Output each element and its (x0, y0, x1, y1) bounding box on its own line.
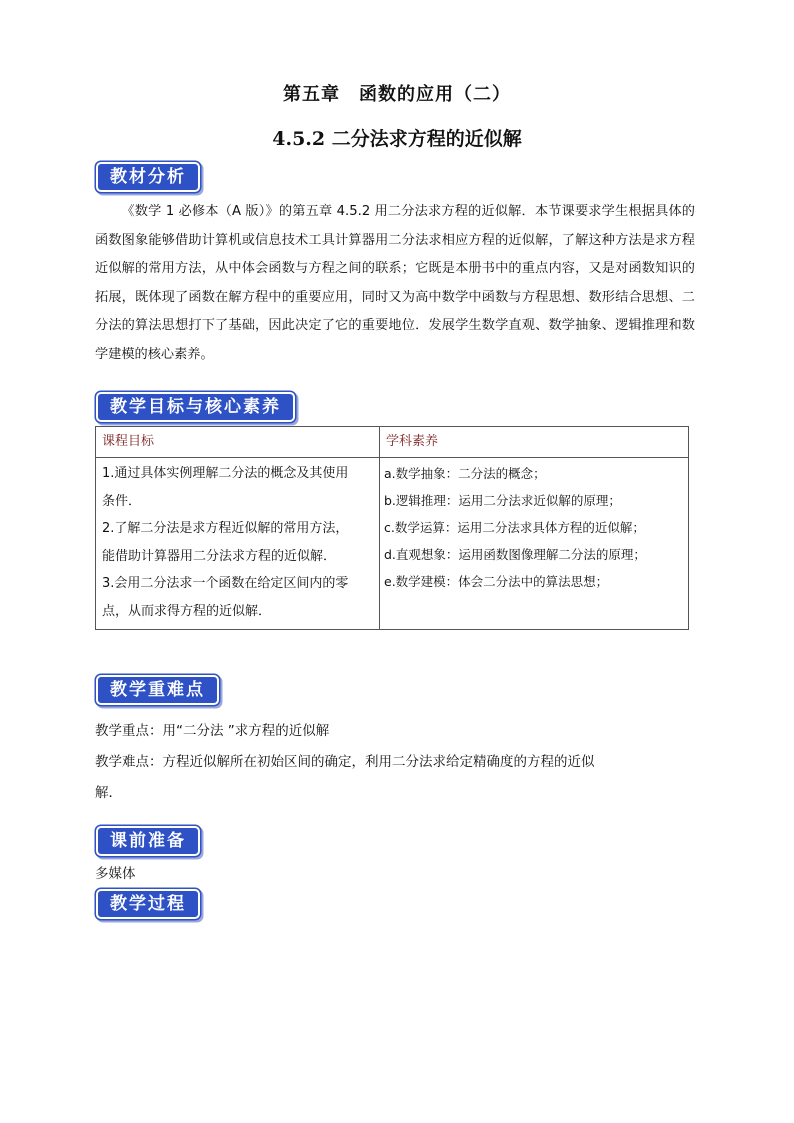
section-badge-process: 教学过程 (96, 889, 200, 919)
competency-item: d.直观想象：运用函数图像理解二分法的原理； (384, 547, 646, 562)
goals-header-right: 学科素养 (380, 427, 689, 458)
chapter-title: 第五章 函数的应用（二） (283, 84, 511, 105)
competencies-cell (380, 458, 689, 630)
course-goal-line: 3.会用二分法求一个函数在给定区间内的零 (102, 576, 349, 591)
competency-item: c.数学运算：运用二分法求具体方程的近似解； (384, 520, 645, 535)
course-goal-line: 条件． (102, 493, 142, 509)
teaching-difficulty-continued: 解． (95, 785, 122, 801)
competency-item: b.逻辑推理：运用二分法求近似解的原理； (384, 493, 621, 508)
preparation-text: 多媒体 (95, 866, 136, 882)
analysis-text: 《数学 1 必修本（A 版）》的第五章 4.5.2 用二分法求方程的近似解．本节课要求学生根据具体的函数图象能够借助计算机或信息技术工具计算器用二分法求相应方程的近似解，了解这种方法是求方程近似解的常用方法，从中体会函数与方程之间的联系；它既是本册书中的重点内容，又是对函数知识的拓展，既体现了函数在解方程中的重要应用，同时又为高中数学中函数与方程思想、数形结合思想、二分法的算法思想打下了基础，因此决定了它的重要地位．发展学生数学直观、数学抽象、逻辑推理和数学建模的核心素养。 (95, 204, 695, 362)
competency-item: e.数学建模：体会二分法中的算法思想； (384, 574, 609, 589)
goals-table-header-row (96, 427, 689, 458)
lesson-title: 4.5.2 二分法求方程的近似解 (272, 128, 522, 150)
section-badge-analysis: 教材分析 (96, 162, 200, 192)
course-goal-line: 1.通过具体实例理解二分法的概念及其使用 (102, 466, 349, 481)
goals-table (95, 426, 689, 630)
section-badge-preparation: 课前准备 (96, 826, 200, 856)
competency-item: a.数学抽象：二分法的概念； (384, 466, 546, 481)
section-badge-key-points: 教学重难点 (96, 675, 219, 705)
course-goal-line: 2.了解二分法是求方程近似解的常用方法， (102, 521, 349, 536)
goals-header-left: 课程目标 (96, 427, 380, 458)
analysis-paragraph (95, 198, 695, 369)
course-goal-line: 能借助计算器用二分法求方程的近似解． (102, 548, 337, 564)
teaching-focus: 教学重点：用“二分法 ”求方程的近似解 (95, 723, 330, 739)
teaching-difficulty: 教学难点：方程近似解所在初始区间的确定，利用二分法求给定精确度的方程的近似 (95, 754, 595, 770)
course-goals-cell (96, 458, 380, 630)
course-goal-line: 点，从而求得方程的近似解． (102, 603, 272, 619)
section-badge-goals: 教学目标与核心素养 (96, 392, 295, 422)
goals-table-body-row (96, 458, 689, 630)
